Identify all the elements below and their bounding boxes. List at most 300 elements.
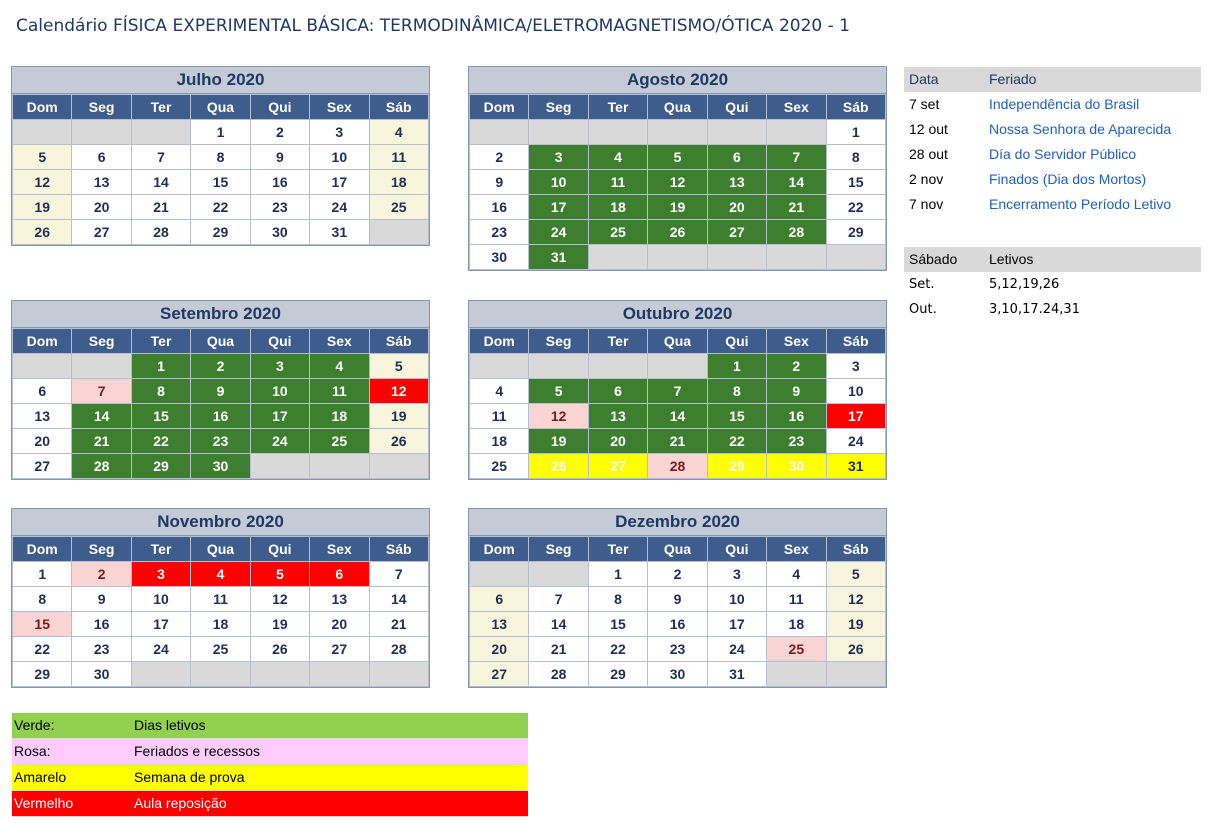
day-cell: 15	[131, 404, 190, 429]
day-cell: 12	[826, 587, 885, 612]
saturday-month: Out.	[909, 302, 937, 317]
day-cell: 10	[707, 587, 766, 612]
empty-cell	[826, 245, 885, 270]
empty-cell	[648, 120, 707, 145]
saturday-days: 3,10,17.24,31	[989, 302, 1080, 317]
empty-cell	[529, 562, 588, 587]
weekday: Ter	[131, 537, 190, 562]
day-cell: 10	[310, 145, 369, 170]
day-cell: 26	[529, 454, 588, 479]
legend-label: Semana de prova	[134, 769, 245, 785]
day-cell: 6	[310, 562, 369, 587]
weekday: Seg	[72, 95, 131, 120]
day-cell: 17	[707, 612, 766, 637]
day-cell: 2	[648, 562, 707, 587]
weekday: Seg	[529, 95, 588, 120]
day-cell: 16	[191, 404, 250, 429]
empty-cell	[369, 662, 428, 687]
holiday-name: Nossa Senhora de Aparecida	[989, 121, 1172, 137]
day-cell: 8	[588, 587, 647, 612]
legend-item-amarelo	[12, 765, 528, 791]
empty-cell	[369, 454, 428, 479]
day-cell: 8	[131, 379, 190, 404]
saturday-row	[904, 272, 1201, 297]
day-cell: 19	[826, 612, 885, 637]
day-cell: 17	[529, 195, 588, 220]
day-cell: 16	[250, 170, 309, 195]
day-cell: 27	[13, 454, 72, 479]
weekday: Ter	[131, 329, 190, 354]
day-cell: 17	[250, 404, 309, 429]
day-cell: 1	[707, 354, 766, 379]
empty-cell	[470, 562, 529, 587]
day-cell: 25	[470, 454, 529, 479]
weekday: Sáb	[826, 95, 885, 120]
day-cell: 9	[648, 587, 707, 612]
day-cell: 29	[707, 454, 766, 479]
weekday-header	[13, 537, 429, 562]
legend-label: Feriados e recessos	[134, 743, 261, 759]
day-cell: 30	[470, 245, 529, 270]
day-cell: 17	[826, 404, 885, 429]
day-cell: 16	[648, 612, 707, 637]
day-cell: 14	[369, 587, 428, 612]
day-cell: 22	[131, 429, 190, 454]
legend-label: Dias letivos	[134, 717, 206, 733]
day-cell: 9	[767, 379, 826, 404]
empty-cell	[191, 662, 250, 687]
day-cell: 29	[191, 220, 250, 245]
day-cell: 20	[707, 195, 766, 220]
saturdays-header	[904, 247, 1201, 272]
month-title: Novembro 2020	[12, 509, 429, 536]
saturdays-header-a: Sábado	[909, 251, 958, 267]
day-cell: 13	[588, 404, 647, 429]
saturdays-header-b: Letivos	[989, 251, 1034, 267]
weekday: Seg	[529, 537, 588, 562]
day-cell: 14	[767, 170, 826, 195]
day-cell: 29	[826, 220, 885, 245]
day-cell: 2	[470, 145, 529, 170]
day-cell: 25	[191, 637, 250, 662]
weekday: Ter	[588, 95, 647, 120]
day-cell: 26	[648, 220, 707, 245]
empty-cell	[648, 245, 707, 270]
day-cell: 4	[470, 379, 529, 404]
day-cell: 24	[826, 429, 885, 454]
day-cell: 13	[72, 170, 131, 195]
empty-cell	[767, 662, 826, 687]
weekday: Ter	[131, 95, 190, 120]
holiday-name: Finados (Dia dos Mortos)	[989, 171, 1147, 187]
day-cell: 7	[369, 562, 428, 587]
day-cell: 31	[310, 220, 369, 245]
day-cell: 9	[191, 379, 250, 404]
day-cell: 25	[588, 220, 647, 245]
day-cell: 5	[369, 354, 428, 379]
holiday-date: 7 nov	[909, 196, 944, 212]
empty-cell	[13, 354, 72, 379]
day-cell: 6	[588, 379, 647, 404]
month-title: Agosto 2020	[469, 67, 886, 94]
day-cell: 22	[826, 195, 885, 220]
month-october	[468, 300, 887, 480]
empty-cell	[13, 120, 72, 145]
weekday: Seg	[72, 329, 131, 354]
day-cell: 15	[826, 170, 885, 195]
day-cell: 24	[529, 220, 588, 245]
holiday-row	[904, 142, 1201, 167]
empty-cell	[529, 120, 588, 145]
weekday: Dom	[13, 95, 72, 120]
day-cell: 25	[767, 637, 826, 662]
weekday: Qui	[707, 329, 766, 354]
day-cell: 5	[648, 145, 707, 170]
month-september	[11, 300, 430, 480]
weekday: Sáb	[369, 95, 428, 120]
holiday-row	[904, 117, 1201, 142]
day-cell: 1	[191, 120, 250, 145]
weekday: Qui	[250, 329, 309, 354]
day-cell: 11	[369, 145, 428, 170]
day-cell: 15	[707, 404, 766, 429]
day-cell: 19	[648, 195, 707, 220]
day-cell: 18	[767, 612, 826, 637]
day-cell: 25	[310, 429, 369, 454]
day-cell: 10	[131, 587, 190, 612]
day-cell: 12	[13, 170, 72, 195]
day-cell: 23	[648, 637, 707, 662]
day-cell: 26	[826, 637, 885, 662]
empty-cell	[826, 662, 885, 687]
day-cell: 31	[707, 662, 766, 687]
month-title: Julho 2020	[12, 67, 429, 94]
day-cell: 13	[470, 612, 529, 637]
empty-cell	[767, 120, 826, 145]
day-cell: 22	[588, 637, 647, 662]
day-cell: 15	[191, 170, 250, 195]
weekday: Dom	[13, 329, 72, 354]
day-cell: 28	[529, 662, 588, 687]
day-cell: 18	[470, 429, 529, 454]
day-cell: 26	[13, 220, 72, 245]
holiday-row	[904, 167, 1201, 192]
day-cell: 6	[470, 587, 529, 612]
month-title: Dezembro 2020	[469, 509, 886, 536]
empty-cell	[529, 354, 588, 379]
weekday: Sex	[310, 329, 369, 354]
holiday-name: Encerramento Período Letivo	[989, 196, 1172, 212]
day-cell: 22	[191, 195, 250, 220]
weekday: Qua	[648, 537, 707, 562]
weekday-header	[470, 329, 886, 354]
day-cell: 18	[310, 404, 369, 429]
day-cell: 24	[250, 429, 309, 454]
day-cell: 22	[13, 637, 72, 662]
day-cell: 1	[131, 354, 190, 379]
day-cell: 27	[470, 662, 529, 687]
day-cell: 24	[707, 637, 766, 662]
empty-cell	[588, 245, 647, 270]
day-cell: 10	[529, 170, 588, 195]
day-cell: 28	[369, 637, 428, 662]
day-cell: 20	[470, 637, 529, 662]
day-cell: 2	[767, 354, 826, 379]
empty-cell	[72, 354, 131, 379]
day-cell: 12	[369, 379, 428, 404]
weekday: Dom	[13, 537, 72, 562]
day-cell: 2	[250, 120, 309, 145]
day-cell: 4	[369, 120, 428, 145]
day-cell: 6	[13, 379, 72, 404]
holiday-date: 12 out	[909, 121, 948, 137]
legend-key: Verde:	[14, 717, 55, 733]
weekday: Dom	[470, 95, 529, 120]
day-cell: 5	[529, 379, 588, 404]
weekday: Sex	[767, 329, 826, 354]
weekday: Dom	[470, 537, 529, 562]
day-cell: 20	[310, 612, 369, 637]
month-title: Outubro 2020	[469, 301, 886, 328]
empty-cell	[72, 120, 131, 145]
day-cell: 11	[310, 379, 369, 404]
empty-cell	[250, 662, 309, 687]
day-cell: 30	[250, 220, 309, 245]
day-cell: 12	[529, 404, 588, 429]
day-cell: 15	[588, 612, 647, 637]
day-cell: 11	[470, 404, 529, 429]
day-cell: 30	[767, 454, 826, 479]
month-november	[11, 508, 430, 688]
empty-cell	[131, 662, 190, 687]
weekday: Sex	[310, 95, 369, 120]
day-cell: 8	[191, 145, 250, 170]
day-cell: 14	[131, 170, 190, 195]
weekday: Sex	[767, 537, 826, 562]
weekday: Ter	[588, 537, 647, 562]
day-cell: 8	[707, 379, 766, 404]
day-cell: 21	[131, 195, 190, 220]
day-cell: 23	[72, 637, 131, 662]
day-cell: 14	[72, 404, 131, 429]
day-cell: 18	[369, 170, 428, 195]
weekday: Qui	[250, 95, 309, 120]
day-cell: 1	[13, 562, 72, 587]
day-cell: 24	[131, 637, 190, 662]
holiday-name: Independência do Brasil	[989, 96, 1140, 112]
weekday: Qua	[648, 329, 707, 354]
day-cell: 20	[13, 429, 72, 454]
holiday-date: 7 set	[909, 96, 940, 112]
day-cell: 18	[588, 195, 647, 220]
holidays-table	[904, 67, 1201, 217]
day-cell: 13	[707, 170, 766, 195]
day-cell: 13	[310, 587, 369, 612]
day-cell: 22	[707, 429, 766, 454]
weekday: Seg	[529, 329, 588, 354]
day-cell: 7	[648, 379, 707, 404]
holidays-header	[904, 67, 1201, 92]
day-cell: 31	[529, 245, 588, 270]
weekday: Sáb	[369, 329, 428, 354]
day-cell: 17	[131, 612, 190, 637]
day-cell: 15	[13, 612, 72, 637]
month-august	[468, 66, 887, 271]
day-cell: 4	[588, 145, 647, 170]
month-december	[468, 508, 887, 688]
day-cell: 28	[648, 454, 707, 479]
empty-cell	[588, 354, 647, 379]
month-title: Setembro 2020	[12, 301, 429, 328]
day-cell: 6	[707, 145, 766, 170]
day-cell: 30	[72, 662, 131, 687]
empty-cell	[707, 245, 766, 270]
holiday-date: 2 nov	[909, 171, 944, 187]
day-cell: 19	[250, 612, 309, 637]
day-cell: 20	[72, 195, 131, 220]
day-cell: 27	[72, 220, 131, 245]
weekday-header	[470, 95, 886, 120]
day-cell: 7	[131, 145, 190, 170]
weekday: Sáb	[369, 537, 428, 562]
day-cell: 19	[529, 429, 588, 454]
day-cell: 14	[529, 612, 588, 637]
legend-key: Rosa:	[14, 743, 51, 759]
empty-cell	[310, 662, 369, 687]
day-cell: 21	[648, 429, 707, 454]
empty-cell	[470, 120, 529, 145]
day-cell: 16	[767, 404, 826, 429]
day-cell: 2	[191, 354, 250, 379]
holidays-header-date: Data	[909, 71, 939, 87]
day-cell: 10	[826, 379, 885, 404]
day-cell: 23	[767, 429, 826, 454]
weekday: Qui	[250, 537, 309, 562]
empty-cell	[588, 120, 647, 145]
day-cell: 30	[191, 454, 250, 479]
day-cell: 5	[250, 562, 309, 587]
empty-cell	[470, 354, 529, 379]
day-cell: 17	[310, 170, 369, 195]
weekday-header	[470, 537, 886, 562]
legend-label: Aula reposição	[134, 795, 227, 811]
day-cell: 21	[72, 429, 131, 454]
day-cell: 23	[470, 220, 529, 245]
day-cell: 19	[13, 195, 72, 220]
day-cell: 3	[250, 354, 309, 379]
weekday: Qua	[191, 95, 250, 120]
day-cell: 3	[529, 145, 588, 170]
month-july	[11, 66, 430, 246]
empty-cell	[131, 120, 190, 145]
day-cell: 7	[72, 379, 131, 404]
day-cell: 9	[72, 587, 131, 612]
saturday-month: Set.	[909, 277, 935, 292]
weekday-header	[13, 95, 429, 120]
day-cell: 12	[250, 587, 309, 612]
day-cell: 8	[826, 145, 885, 170]
weekday: Sex	[767, 95, 826, 120]
day-cell: 4	[767, 562, 826, 587]
weekday: Qua	[191, 329, 250, 354]
holiday-row	[904, 92, 1201, 117]
weekday: Sáb	[826, 329, 885, 354]
saturdays-table	[904, 247, 1201, 322]
weekday: Qui	[707, 537, 766, 562]
day-cell: 27	[310, 637, 369, 662]
day-cell: 16	[470, 195, 529, 220]
day-cell: 5	[826, 562, 885, 587]
day-cell: 11	[767, 587, 826, 612]
day-cell: 26	[369, 429, 428, 454]
day-cell: 10	[250, 379, 309, 404]
day-cell: 4	[310, 354, 369, 379]
day-cell: 3	[707, 562, 766, 587]
day-cell: 31	[826, 454, 885, 479]
day-cell: 4	[191, 562, 250, 587]
day-cell: 14	[648, 404, 707, 429]
day-cell: 24	[310, 195, 369, 220]
day-cell: 21	[529, 637, 588, 662]
day-cell: 29	[13, 662, 72, 687]
empty-cell	[250, 454, 309, 479]
day-cell: 21	[767, 195, 826, 220]
day-cell: 29	[131, 454, 190, 479]
weekday: Seg	[72, 537, 131, 562]
day-cell: 27	[588, 454, 647, 479]
weekday: Ter	[588, 329, 647, 354]
empty-cell	[707, 120, 766, 145]
weekday-header	[13, 329, 429, 354]
day-cell: 9	[470, 170, 529, 195]
weekday: Qua	[191, 537, 250, 562]
day-cell: 25	[369, 195, 428, 220]
legend-key: Vermelho	[14, 795, 74, 811]
day-cell: 21	[369, 612, 428, 637]
empty-cell	[369, 220, 428, 245]
day-cell: 1	[588, 562, 647, 587]
legend-item-rosa	[12, 739, 528, 765]
day-cell: 8	[13, 587, 72, 612]
weekday: Sex	[310, 537, 369, 562]
day-cell: 20	[588, 429, 647, 454]
day-cell: 2	[72, 562, 131, 587]
day-cell: 6	[72, 145, 131, 170]
day-cell: 28	[72, 454, 131, 479]
day-cell: 19	[369, 404, 428, 429]
day-cell: 9	[250, 145, 309, 170]
saturday-days: 5,12,19,26	[989, 277, 1060, 292]
page-title: Calendário FÍSICA EXPERIMENTAL BÁSICA: TERMODINÂMICA/ELETROMAGNETISMO/ÓTICA 2020 - 1	[16, 16, 850, 36]
day-cell: 11	[588, 170, 647, 195]
saturday-row	[904, 297, 1201, 322]
day-cell: 30	[648, 662, 707, 687]
day-cell: 27	[707, 220, 766, 245]
day-cell: 11	[191, 587, 250, 612]
weekday: Dom	[470, 329, 529, 354]
day-cell: 3	[310, 120, 369, 145]
legend	[12, 713, 528, 817]
day-cell: 16	[72, 612, 131, 637]
day-cell: 3	[826, 354, 885, 379]
weekday: Sáb	[826, 537, 885, 562]
holidays-header-name: Feriado	[989, 71, 1037, 87]
day-cell: 28	[131, 220, 190, 245]
day-cell: 12	[648, 170, 707, 195]
day-cell: 29	[588, 662, 647, 687]
day-cell: 23	[250, 195, 309, 220]
day-cell: 26	[250, 637, 309, 662]
